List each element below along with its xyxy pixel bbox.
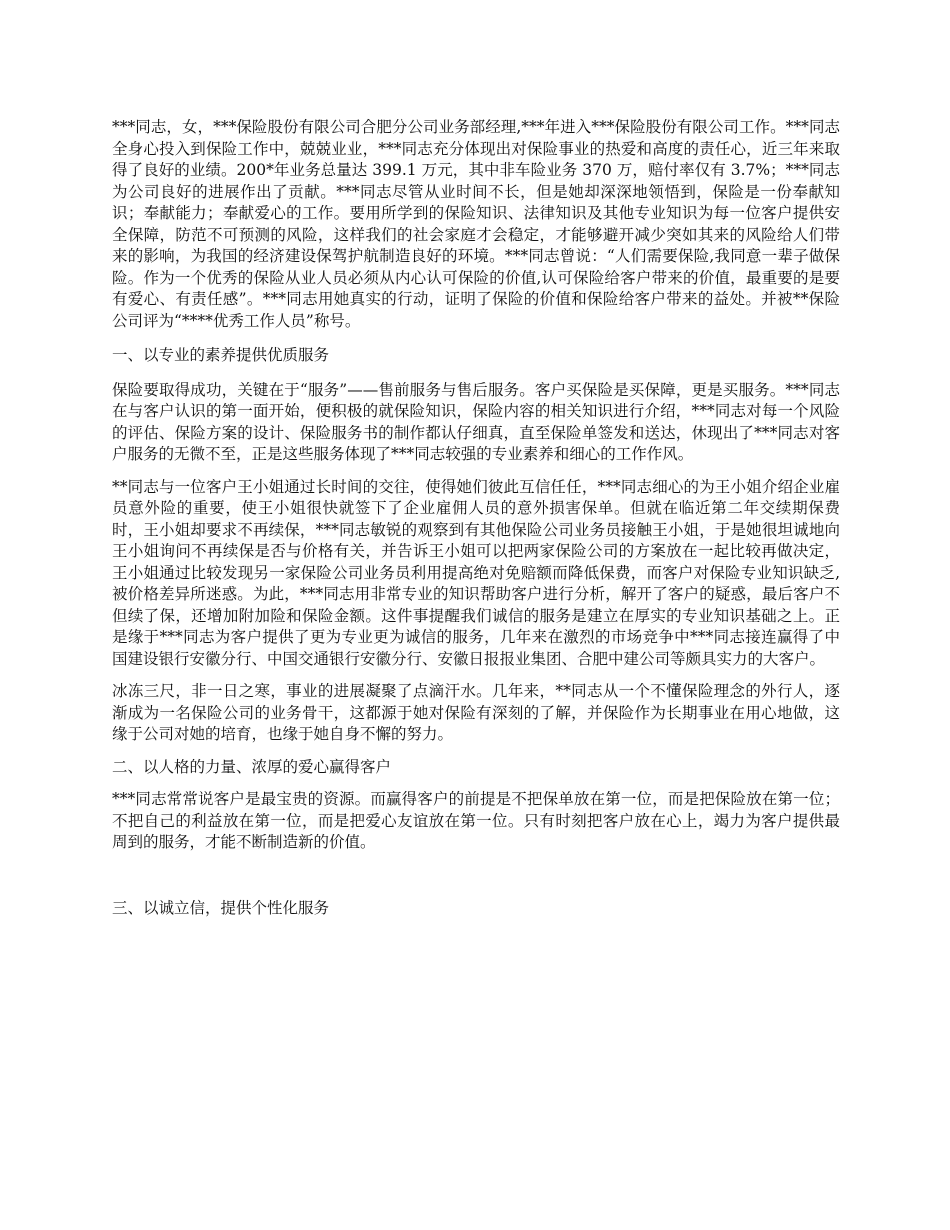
section2-paragraph-1: ***同志常常说客户是最宝贵的资源。而赢得客户的前提是不把保单放在第一位，而是把保险放在第一位；不把自己的利益放在第一位，而是把爱心友谊放在第一位。只有时刻把客户放在心上，竭力为客户提供最周到的服务，才能不断制造新的价值。: [112, 790, 840, 851]
spacer: [112, 367, 840, 380]
document-page: [112, 117, 840, 919]
spacer: [112, 778, 840, 789]
section-heading-3: 三、以诚立信，提供个性化服务: [112, 898, 330, 917]
spacer: [112, 746, 840, 757]
spacer: [112, 466, 840, 477]
spacer: [112, 670, 840, 681]
section-heading-1: 一、以专业的素养提供优质服务: [112, 346, 330, 364]
section1-paragraph-3: 冰冻三尺，非一日之寒，事业的进展凝聚了点滴汗水。几年来，**同志从一个不懂保险理念的外行人，逐渐成为一名保险公司的业务骨干，这都源于她对保险有深刻的了解，并保险作为长期事业在用心地做，这缘于公司对她的培育，也缘于她自身不懈的努力。: [112, 682, 840, 743]
section1-paragraph-1: 保险要取得成功，关键在于“服务”——售前服务与售后服务。客户买保险是买保障，更是买服务。***同志在与客户认识的第一面开始，便积极的就保险知识，保险内容的相关知识进行介绍，***同志对每一个风险的评估、保险方案的设计、保险服务书的制作都认仔细真，直至保险单签发和送达，休现出了***同志对客户服务的无微不至，正是这些服务体现了***同志较强的专业素养和细心的工作作风。: [112, 380, 840, 463]
section1-paragraph-2: **同志与一位客户王小姐通过长时间的交往，使得她们彼此互信任任，***同志细心的为王小姐介绍企业雇员意外险的重要，使王小姐很快就签下了企业雇佣人员的意外损害保单。但就在临近第二年交续期保费时，王小姐却要求不再续保，***同志敏锐的观察到有其他保险公司业务员接触王小姐，于是她很坦诚地向王小姐询问不再续保是否与价格有关，并告诉王小姐可以把两家保险公司的方案放在一起比较再做决定，王小姐通过比较发现另一家保险公司业务员利用提高绝对免赔额而降低保费，而客户对保险专业知识缺乏,被价格差异所迷惑。为此，***同志用非常专业的知识帮助客户进行分析，解开了客户的疑惑，最后客户不但续了保，还增加附加险和保险金额。这件事提醒我们诚信的服务是建立在厚实的专业知识基础之上。正是缘于***同志为客户提供了更为专业更为诚信的服务，几年来在激烈的市场竞争中***同志接连赢得了中国建设银行安徽分行、中国交通银行安徽分行、安徽日报报业集团、合肥中建公司等颇具实力的大客户。: [112, 477, 840, 668]
spacer: [112, 854, 840, 898]
spacer: [112, 332, 840, 345]
section-heading-2: 二、以人格的力量、浓厚的爱心赢得客户: [112, 757, 392, 776]
intro-paragraph: ***同志，女，***保险股份有限公司合肥分公司业务部经理,***年进入***保险股份有限公司工作。***同志全身心投入到保险工作中，兢兢业业，***同志充分体现出对保险事业的热爱和高度的责任心，近三年来取得了良好的业绩。200*年业务总量达 399.1 万元，其中非车险业务 370 万，赔付率仅有 3.7%；***同志为公司良好的进展作出了贡献。***同志尽管从业时间不长，但是她却深深地领悟到，保险是一份奉献知识；奉献能力；奉献爱心的工作。要用所学到的保险知识、法律知识及其他专业知识为每一位客户提供安全保障，防范不可预测的风险，这样我们的社会家庭才会稳定，才能够避开减少突如其来的风险给人们带来的影响，为我国的经济建设保驾护航制造良好的环境。***同志曾说：“人们需要保险,我同意一辈子做保险。作为一个优秀的保险从业人员必须从内心认可保险的价值,认可保险给客户带来的价值，最重要的是要有爱心、有责任感”。***同志用她真实的行动，证明了保险的价值和保险给客户带来的益处。并被**保险公司评为“****优秀工作人员”称号。: [112, 118, 840, 330]
